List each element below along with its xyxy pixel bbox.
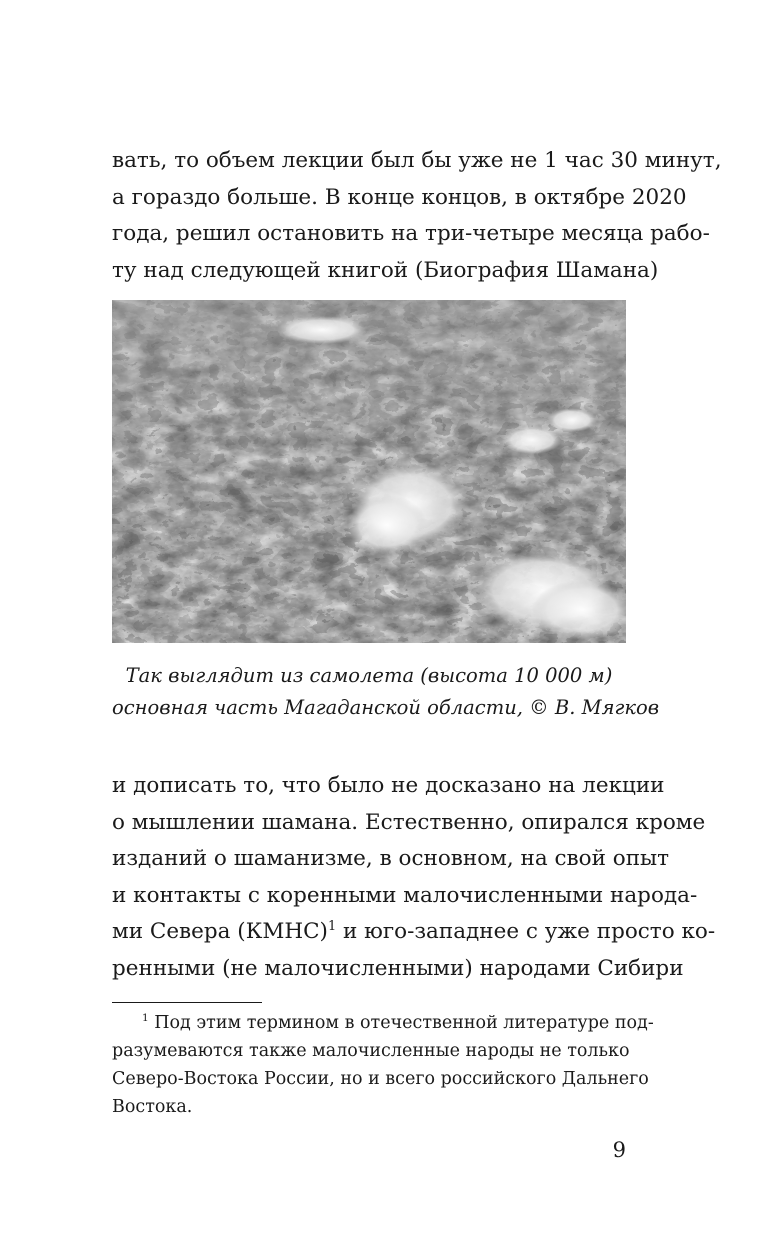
text-line: и дописать то, что было не досказано на лекции: [112, 773, 665, 798]
text-segment: Под этим термином в отечественной литературе под-: [148, 1013, 654, 1033]
caption-line: Так выглядит из самолета (высота 10 000 м): [125, 664, 613, 687]
text-line: вать, то объем лекции был бы уже не 1 час 30 минут,: [112, 148, 722, 173]
text-line: ту над следующей книгой (Биография Шамана): [112, 257, 659, 283]
text-segment: ми Севера (КМНС): [112, 919, 328, 945]
footnote-line: Востока.: [112, 1097, 193, 1117]
paragraph-bottom: [112, 768, 716, 988]
footnote-line: Северо-Востока России, но и всего российского Дальнего: [112, 1069, 649, 1089]
text-line: [112, 914, 716, 951]
text-line: о мышлении шамана. Естественно, опирался кроме: [112, 809, 706, 835]
page-number: 9: [612, 1138, 626, 1162]
paragraph-top: [112, 143, 722, 289]
text-segment: и юго-западнее с уже просто ко-: [336, 919, 716, 945]
footnote-divider: [112, 1002, 262, 1003]
aerial-mountains-photo: [112, 300, 626, 643]
footnote-line: [112, 1009, 654, 1037]
text-line: и контакты с коренными малочисленными народа-: [112, 882, 698, 908]
caption-line: основная часть Магаданской области, © В. Мягков: [112, 696, 660, 719]
text-line: изданий о шаманизме, в основном, на свой опыт: [112, 846, 670, 872]
footnote-mark: 1: [142, 1012, 149, 1025]
footnote-line: разумеваются также малочисленные народы не только: [112, 1041, 630, 1061]
footnote: [112, 1009, 654, 1121]
text-line: а гораздо больше. В конце концов, в октябре 2020: [112, 184, 687, 210]
figure-caption: [112, 660, 660, 724]
footnote-reference[interactable]: 1: [327, 919, 337, 935]
text-line: года, решил остановить на три-четыре месяца рабо-: [112, 221, 710, 247]
text-line: ренными (не малочисленными) народами Сибири: [112, 955, 684, 981]
